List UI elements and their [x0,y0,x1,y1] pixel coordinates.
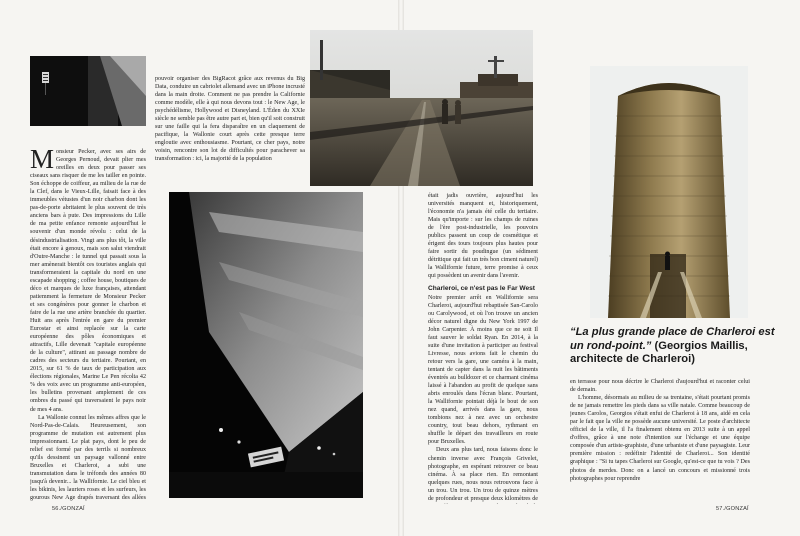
drop-cap: M [30,148,55,174]
pull-quote-attribution: (Georgios Maillis, architecte de Charleroi) [570,339,748,366]
pull-quote-text: “La plus grande place de Charleroi est un rond-point.” [570,326,775,352]
street-sign-window-photo [30,56,146,126]
article-column-right [570,378,750,502]
article-paragraph: en terrasse pour nous décrire le Charleroi d'aujourd'hui et raconter celui de demain. [570,379,750,394]
railway-platform-couple-photo [310,30,533,186]
article-paragraph: Deux ans plus tard, nous faisons donc le chemin inverse avec François Grivelet, photographe, en espérant retrouver ce beau cinéma. À sa place rien. En remontant quelques rues, nous nous retrouvons face à un trou. Un trou. Un trou de quinze mètres de profondeur et presque deux kilomètres de [428,447,538,502]
article-paragraph: La Wallonie connut les mêmes affres que le Nord-Pas-de-Calais. Heureusement, son programme de mutation est autrement plus impressionnant. Le plat pays, dont le peu de relief est formé par des terrils si nombreux qu'ils dessinent un paysage vallonné entre Bruxelles et Charleroi, a subi une transmutation dans le tréfonds des années 80 jusqu'à devenir... la Wallifornie. Le ciel bleu et les bikinis, les lauriers roses et les surfeurs, les gourous New Age drapés traversant des allées [30,414,146,502]
page-folio-left: 56./GONZAÏ [52,506,85,512]
pull-quote [570,326,782,367]
article-paragraph: pouvoir organiser des BigRacot grâce aux revenus du Big Data, conduire un cabriolet allemand avec un iPhone incrusté dans la main droite. Comment ne pas prendre la Californie comme modèle, elle à qui nous devons tout : le New Age, le psychédélisme, Hollywood et Disneyland. L'Éden du XXIe siècle ne semble pas être autre part et, bien qu'il soit construit sur une faille qui la fera disparaître en un claquement de pacifique, la Wallonie court après cette presque terre engloutie avec enthousiasme. Pourtant, ce cher pays, notre voisin, rencontre son lot de difficultés pour parachever sa transformation : ici, la majorité de la population [155,76,305,163]
article-paragraph: onsieur Pecker, avec ses airs de Georges Pernoud, devait plier mes oreilles en deux pour passer ses ciseaux sans risquer de me les tailler en pointe. Son échoppe de coiffeur, au milieu de la rue de la Clef, dans le Vieux-Lille, faisait face à des immeubles vétustes d'un noir charbon dont les pas-de-porte abritaient le plus souvent de très anciens bars à pute. Des impressions du Lille de ma petite enfance remonte aujourd'hui le souvenir d'un monde révolu : celui de la désindustrialisation. Vingt ans plus tôt, la ville était encore à genoux, mais son salut viendrait d'Outre-Manche : le tunnel qui passait sous la mer amènerait bientôt ces touristes anglais qui transformeraient la capitale du nord en une escapade shopping ; coffee house, boutiques de déco et marques de luxe françaises, attendant patiemment la fermeture de Monsieur Pecker et ses congénères pour gonner le charbon et faire de la rue une artère branchée du quartier. Huit ans après l'entrée en gare du premier Eurostar et ainsi replacée sur la carte européenne des pôles économiques et attractifs, Lille devenait "capitale européenne de la culture", attirant au passage nombre de cadres des secteurs du tertiaire. Pourtant, en 2015, sur 61 % de taux de participation aux élections régionales, Marine Le Pen récolta 42 % des voix avec un programme anti-européen, les bulletins provenant amplement de ces ombres du passé qui traversaient le pays noir de mes 4 ans. [30,149,146,413]
article-paragraph: L'homme, désormais au milieu de sa trentaine, s'était pourtant promis de ne jamais remettre les pieds dans sa ville natale. Comme beaucoup de jeunes Carolos, Georgios s'était enfui de Charleroi à 18 ans, aidé en cela par le fait que la ville ne possède aucune université. Le poste d'architecte officiel de la ville, il l'a finalement obtenu en 2013 suite à un appel d'offres, grâce à une note d'intention sur l'échange et une équipe composée d'un artiste-graphiste, d'une urbaniste et d'une paysagiste. Leur première mission : redéfinir l'identité de Charleroi... Son identité graphique : "Si tu tapes Charleroi sur Google, qu'est-ce que tu vois ? Des photos de merdes. Donc on a lancé un concours et missionné trois photographes pour reprendre [570,395,750,482]
page-folio-right: 57./GONZAÏ [716,506,749,512]
cooling-tower-photo [590,66,748,318]
article-column-left [30,148,146,502]
article-paragraph: était jadis ouvrière, aujourd'hui les universités manquent et, historiquement, l'économie n'a jamais été celle du tertiaire. Mais qu'importe : sur les champs de ruines de l'ère post-industrielle, les pouvoirs publics passent un coup de cosmétique et érigent des tours toujours plus hautes pour faire sortir du poudingue (un sédiment détritique qui fait un très bon ciment naturel) la Wallifornie future, terre promise à ceux qui possèdent un avenir dans l'avenir. [428,193,538,280]
section-heading: Charleroi, ce n'est pas le Far West [428,284,535,292]
article-column-middle-right [428,192,538,504]
article-column-middle-left [155,75,305,187]
abandoned-cinema-night-photo [169,192,363,498]
article-paragraph: Notre premier arrêt en Wallifornie sera Charleroi, aujourd'hui rebaptisée San-Carolo ou Carolywood, et où l'on trouve un ancien décor naturel digne du New York 1997 de John Carpenter. À moins que ce ne soit Il faut sauver le soldat Ryan. En 2014, à la suite d'une invitation à participer au festival Livresse, nous avions fait le chemin du retour vers la gare, une caméra à la main, tentant de capter dans la nuit les bâtiments éventrés au bulldozer et ce charmant cinéma laissé à l'abandon au profit de quelque sans abris enroulés dans l'écran blanc. Pourtant, la Wallifornie pointait déjà le bout de son nez quand, arrivés dans la gare, nous tombions nez à nez avec un orchestre country, tout beau dehors, rythmant en shuffle le départ des travailleurs en route pour Bruxelles. [428,294,538,446]
